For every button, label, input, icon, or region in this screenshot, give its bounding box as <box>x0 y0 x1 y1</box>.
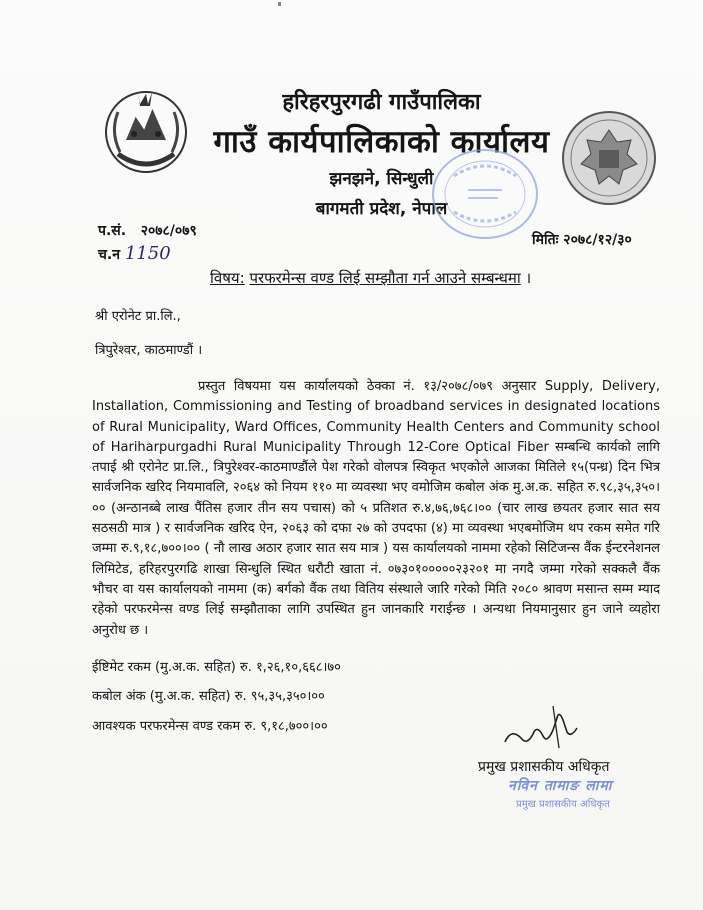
recipient-name: श्री एरोनेट प्रा.लि., <box>95 309 181 324</box>
estimate-amount: ईष्टिमेट रकम (मु.अ.क. सहित) रु. १,२६,१०,६६८।७० <box>92 660 341 675</box>
staple-mark <box>278 2 281 6</box>
subject-text: परफरमेन्स वण्ड लिई सम्झौता गर्न आउने सम्बन्धमा <box>249 269 521 287</box>
letter-date: मितिः २०७८/१२/३० <box>532 232 632 248</box>
subject-line <box>210 268 531 288</box>
office-location: झनझने, सिन्धुली <box>329 169 434 189</box>
cn-label: च.न <box>98 247 120 263</box>
cn-value: 1150 <box>124 243 171 264</box>
office-title: गाउँ कार्यपालिकाको कार्यालय <box>213 124 550 160</box>
signature-icon <box>497 698 587 758</box>
subject-label: विषय: <box>210 269 245 287</box>
ps-value: २०७८/०७९ <box>140 223 197 239</box>
signatory-stamp-name: नविन तामाङ लामा <box>508 778 613 794</box>
dispatch-number <box>98 243 171 264</box>
reference-number <box>98 221 197 240</box>
municipality-seal-icon <box>559 108 659 208</box>
office-province: बागमती प्रदेश, नेपाल <box>315 199 448 219</box>
subject-suffix: । <box>525 269 532 287</box>
signatory-stamp-title: प्रमुख प्रशासकीय अधिकृत <box>516 799 610 810</box>
signatory-title: प्रमुख प्रशासकीय अधिकृत <box>478 759 610 775</box>
letter-body: प्रस्तुत विषयमा यस कार्यालयको ठेक्का नं. १३/२०७८/०७९ अनुसार Supply, Delivery, Installation, Commissioning and Testing of broadband services in designated locations of Rural Municipality, Ward Offices, Community Health Centers and Community school of Hariharpurgadhi Rural Municipality Through 12-Core Optical Fiber सम्बन्धि कार्यको लागि तपाई श्री एरोनेट प्रा.लि., त्रिपुरेश्वर-काठमाण्डौंले पेश गरेको वोलपत्र स्विकृत भएकोले आजका मितिले १५(पन्ध्र) दिन भित्र सार्वजनिक खरिद नियमावलि, २०६४ को नियम ११० मा व्यवस्था भए वमोजिम कबोल अंक मु.अ.क. सहित रु.९८,३५,३५०।०० (अन्ठानब्बे लाख पैंतिस हजार तीन सय पचास) को ५ प्रतिशत रु.४,७६,७६८।०० (चार लाख छयतर हजार सात सय सठसठी मात्र ) र सार्वजनिक खरिद ऐन, २०६३ को दफा २७ को उपदफा (४) मा व्यवस्था भएबमोजिम थप रकम समेत गरि जम्मा रु.९,१८,७००।०० ( नौ लाख अठार हजार सात सय मात्र ) यस कार्यालयको नाममा रहेको सिटिजन्स वैंक ईन्टरनेशनल लिमिटेड, हरिहरपुरगढि शाखा सिन्धुलि स्थित धरौटी खाता नं. ०७३०१०००००२३२०१ मा नगदै जम्मा गरेको सक्कलै वैंक भौचर वा यस कार्यालयको नाममा (क) बर्गको वैंक तथा वितिय संस्थाले जारि गरेको मिति २०८० श्रावण मसान्त सम्म म्याद रहेको परफरमेन्स वण्ड लिई सम्झौताका लागि उपस्थित हुन जानकारि गराईन्छ । अन्यथा नियमानुसार हुन जाने व्यहोरा अनुरोध छ । <box>92 379 660 638</box>
recipient-address: त्रिपुरेश्वर, काठमाण्डौं । <box>95 343 203 358</box>
bid-amount: कबोल अंक (मु.अ.क. सहित) रु. ९५,३५,३५०।०० <box>92 689 325 704</box>
municipality-name: हरिहरपुरगढी गाउँपालिका <box>282 90 481 115</box>
office-stamp-icon <box>424 146 546 246</box>
ps-label: प.सं. <box>98 223 127 239</box>
required-bond-amount: आवश्यक परफरमेन्स वण्ड रकम रु. ९,१८,७००।०० <box>92 719 328 734</box>
